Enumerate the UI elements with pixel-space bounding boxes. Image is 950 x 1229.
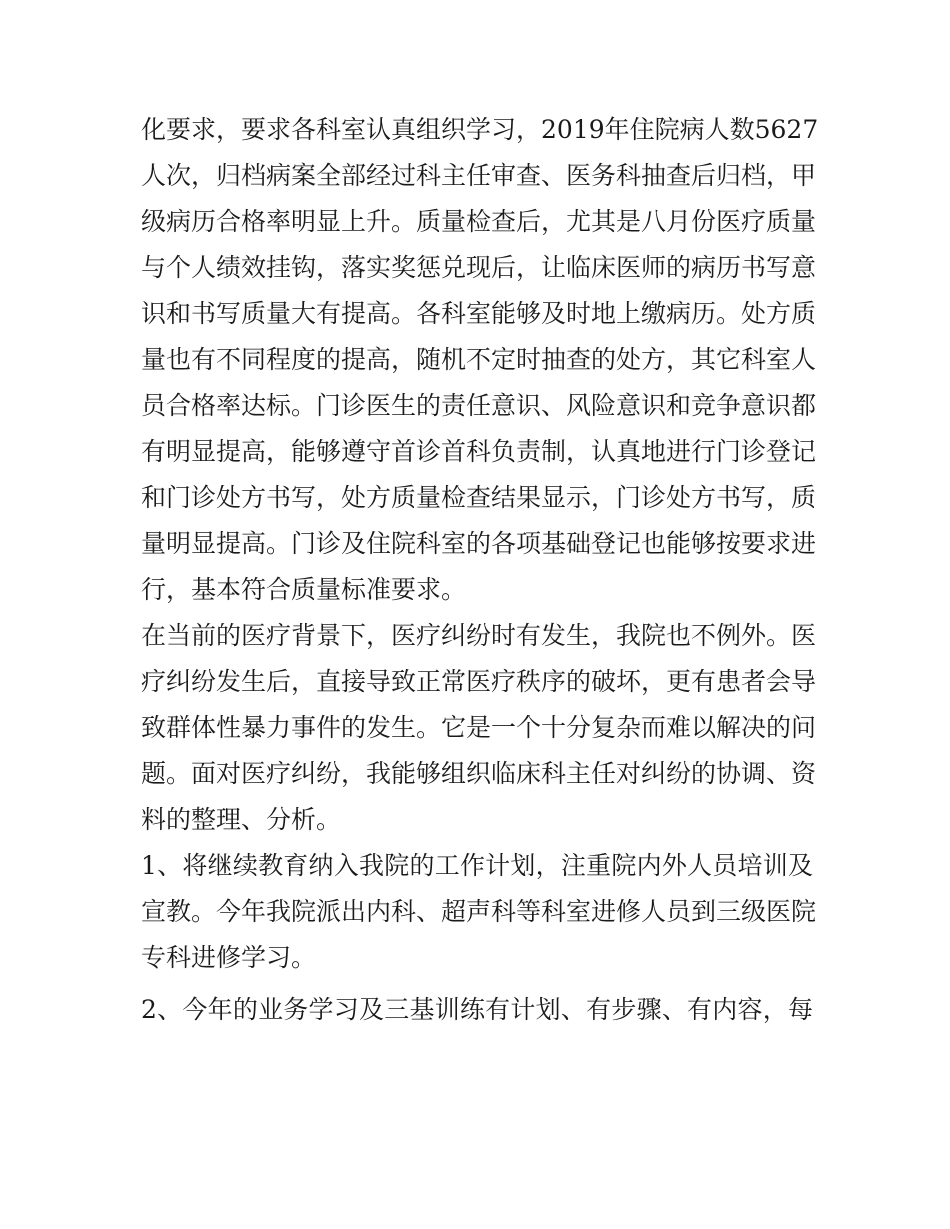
text-line: 识和书写质量大有提高。各科室能够及时地上缴病历。处方质 [141,299,817,328]
paragraph-item-2 [141,987,813,1033]
text-line: 化要求，要求各科室认真组织学习，2019年住院病人数5627 [141,115,819,144]
text-line: 题。面对医疗纠纷，我能够组织临床科主任对纠纷的协调、资 [141,759,817,788]
text-line: 和门诊处方书写，处方质量检查结果显示，门诊处方书写，质 [141,483,817,512]
text-line: 疗纠纷发生后，直接导致正常医疗秩序的破坏，更有患者会导 [141,667,817,696]
text-line: 致群体性暴力事件的发生。它是一个十分复杂而难以解决的问 [141,713,817,742]
text-line: 料的整理、分析。 [141,805,342,834]
text-line: 人次，归档病案全部经过科主任审查、医务科抽查后归档，甲 [141,161,817,190]
text-line: 2、今年的业务学习及三基训练有计划、有步骤、有内容，每 [141,995,813,1024]
text-line: 量明显提高。门诊及住院科室的各项基础登记也能够按要求进 [141,529,817,558]
document-body [141,107,819,1033]
text-line: 宣教。今年我院派出内科、超声科等科室进修人员到三级医院 [141,897,817,926]
paragraph-medical-disputes [141,613,817,843]
text-line: 有明显提高，能够遵守首诊首科负责制，认真地进行门诊登记 [141,437,817,466]
paragraph-item-1 [141,843,817,981]
paragraph-quality-management [141,107,819,613]
text-line: 量也有不同程度的提高，随机不定时抽查的处方，其它科室人 [141,345,817,374]
text-line: 级病历合格率明显上升。质量检查后，尤其是八月份医疗质量 [141,207,817,236]
text-line: 与个人绩效挂钩，落实奖惩兑现后，让临床医师的病历书写意 [141,253,817,282]
text-line: 行，基本符合质量标准要求。 [141,575,467,604]
text-line: 员合格率达标。门诊医生的责任意识、风险意识和竞争意识都 [141,391,817,420]
text-line: 1、将继续教育纳入我院的工作计划，注重院内外人员培训及 [141,851,813,880]
text-line: 在当前的医疗背景下，医疗纠纷时有发生，我院也不例外。医 [141,621,817,650]
text-line: 专科进修学习。 [141,943,317,972]
